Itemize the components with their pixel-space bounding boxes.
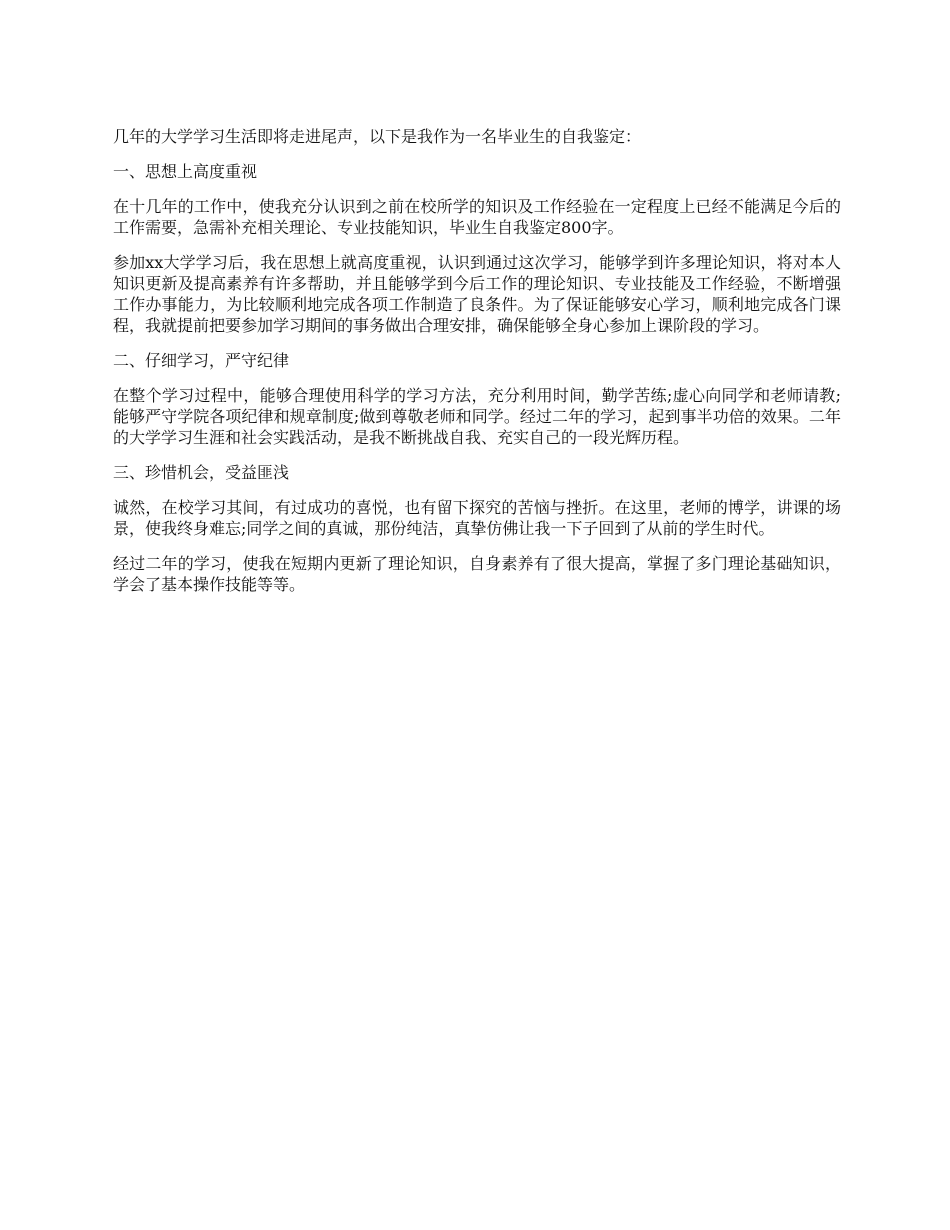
paragraph-1: 在十几年的工作中，使我充分认识到之前在校所学的知识及工作经验在一定程度上已经不能满足今后的工作需要，急需补充相关理论、专业技能知识，毕业生自我鉴定800字。 bbox=[113, 197, 841, 237]
section-3-heading: 三、珍惜机会，受益匪浅 bbox=[113, 463, 290, 482]
intro-paragraph: 几年的大学学习生活即将走进尾声，以下是我作为一名毕业生的自我鉴定： bbox=[113, 127, 642, 146]
paragraph-4: 诚然，在校学习其间，有过成功的喜悦，也有留下探究的苦恼与挫折。在这里，老师的博学，讲课的场景，使我终身难忘;同学之间的真诚，那份纯洁，真挚仿佛让我一下子回到了从前的学生时代。 bbox=[113, 498, 841, 538]
section-1-heading: 一、思想上高度重视 bbox=[113, 162, 258, 181]
paragraph-5: 经过二年的学习，使我在短期内更新了理论知识，自身素养有了很大提高，掌握了多门理论基础知识，学会了基本操作技能等等。 bbox=[113, 554, 841, 594]
document-page bbox=[113, 126, 841, 609]
paragraph-3: 在整个学习过程中，能够合理使用科学的学习方法，充分利用时间，勤学苦练;虚心向同学和老师请教;能够严守学院各项纪律和规章制度;做到尊敬老师和同学。经过二年的学习，起到事半功倍的效果。二年的大学学习生涯和社会实践活动，是我不断挑战自我、充实自己的一段光辉历程。 bbox=[113, 386, 841, 447]
section-2-heading: 二、仔细学习，严守纪律 bbox=[113, 351, 290, 370]
paragraph-2: 参加xx大学学习后，我在思想上就高度重视，认识到通过这次学习，能够学到许多理论知识，将对本人知识更新及提高素养有许多帮助，并且能够学到今后工作的理论知识、专业技能及工作经验，不断增强工作办事能力，为比较顺利地完成各项工作制造了良条件。为了保证能够安心学习，顺利地完成各门课程，我就提前把要参加学习期间的事务做出合理安排，确保能够全身心参加上课阶段的学习。 bbox=[113, 253, 841, 335]
